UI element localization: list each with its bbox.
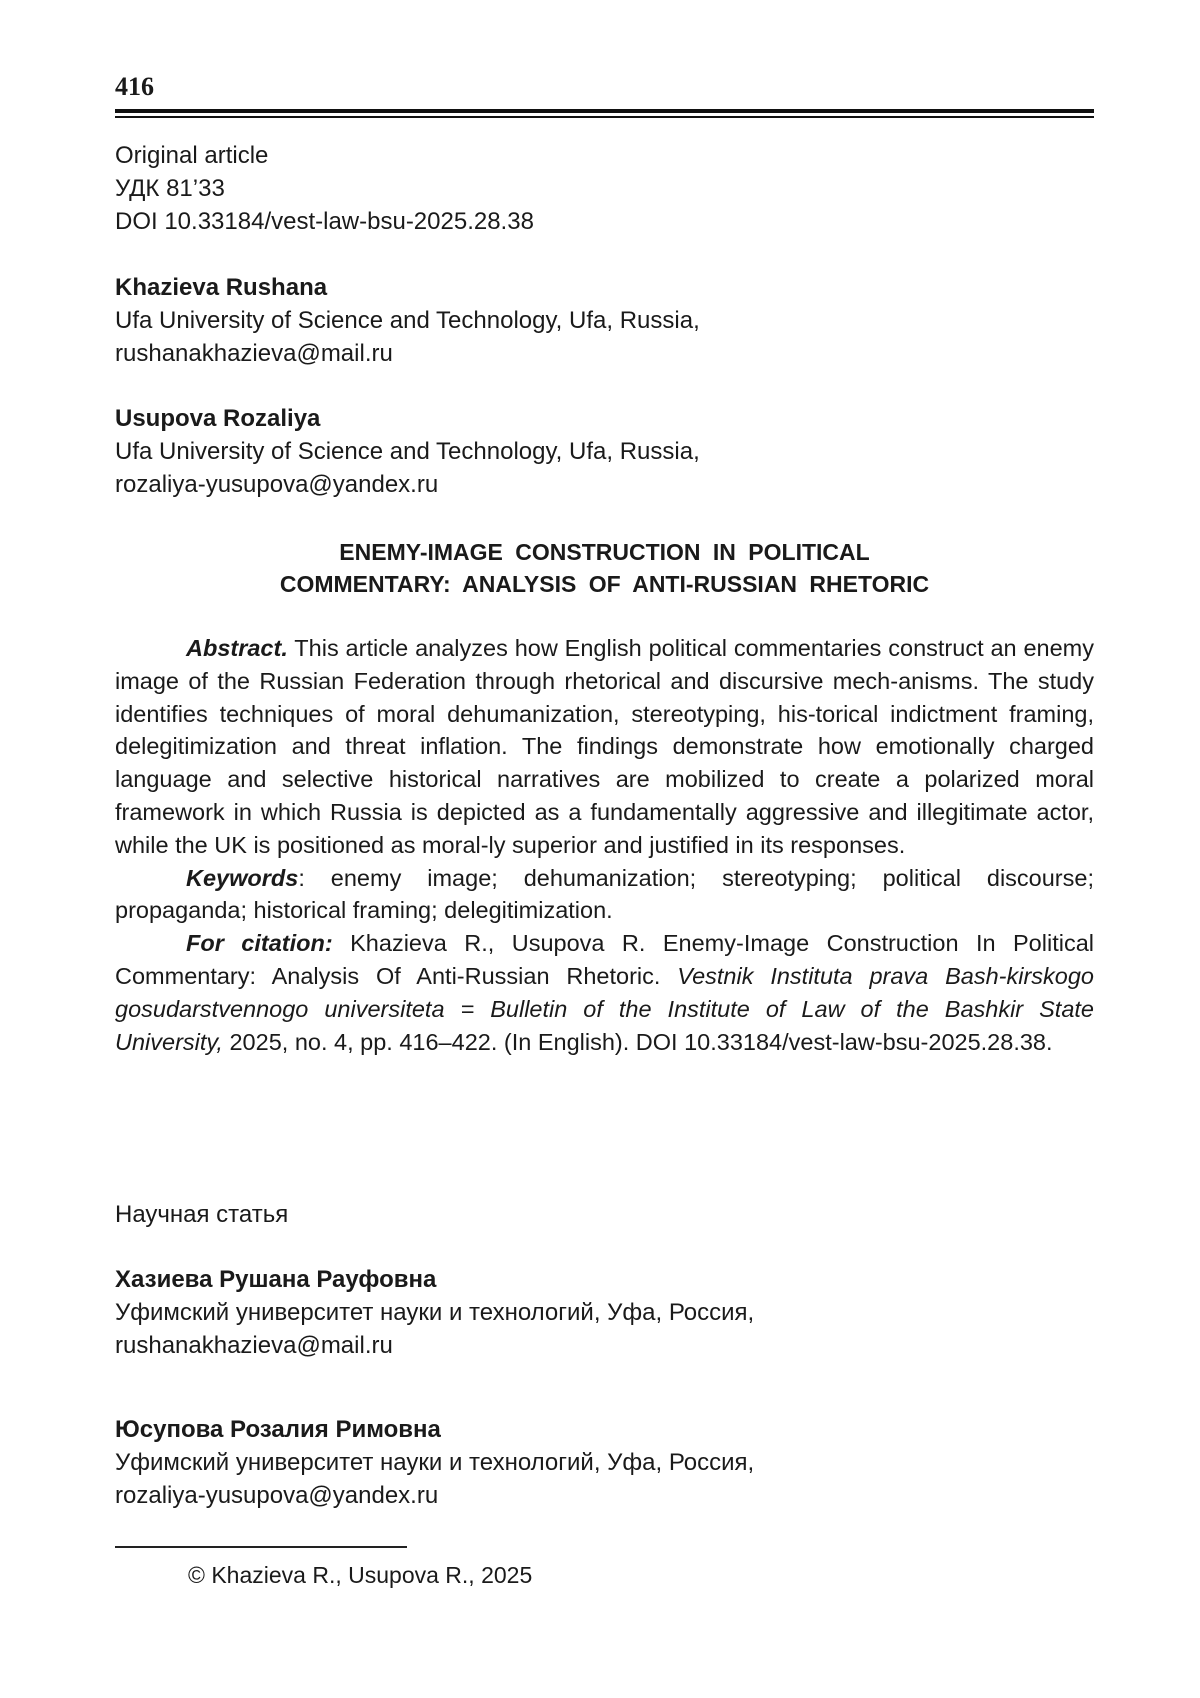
- author-name: Юсупова Розалия Римовна: [115, 1416, 441, 1443]
- citation-details: 2025, no. 4, pp. 416–422. (In English). DOI 10.33184/vest-law-bsu-2025.28.38.: [222, 1028, 1053, 1055]
- author-affiliation: Ufa University of Science and Technology, Ufa, Russia,: [115, 438, 700, 465]
- author-block-ru-1: [115, 1263, 1094, 1362]
- citation-label: For citation:: [186, 930, 333, 957]
- author-affiliation: Ufa University of Science and Technology, Ufa, Russia,: [115, 307, 700, 334]
- citation-journal: Vestnik Instituta prava Bash-kirskogo gosudarstvennogo universiteta = Bulletin of the Institute of Law of the Bashkir State University,: [115, 962, 1095, 1055]
- doi: DOI 10.33184/vest-law-bsu-2025.28.38: [115, 208, 534, 235]
- footnote-rule: [115, 1546, 407, 1548]
- keywords-paragraph: [115, 862, 1094, 928]
- author-name: Usupova Rozaliya: [115, 405, 321, 432]
- title-line-2: COMMENTARY: ANALYSIS OF ANTI-RUSSIAN RHETORIC: [279, 571, 930, 597]
- author-affiliation: Уфимский университет науки и технологий, Уфа, Россия,: [115, 1299, 755, 1326]
- header-rule-thin: [115, 116, 1094, 118]
- header-rule-thick: [115, 109, 1094, 113]
- article-meta: [115, 139, 1094, 238]
- article-type: Original article: [115, 142, 269, 169]
- author-block-en-1: [115, 271, 1094, 370]
- copyright-footnote: © Khazieva R., Usupova R., 2025: [188, 1562, 533, 1588]
- citation-text: Khazieva R., Usupova R. Enemy-Image Construction In Political Commentary: Analysis Of Anti-Russian Rhetoric.: [115, 930, 1094, 989]
- title-line-1: ENEMY-IMAGE CONSTRUCTION IN POLITICAL: [339, 539, 870, 565]
- udc-code: УДК 81’33: [115, 175, 225, 202]
- author-email: rushanakhazieva@mail.ru: [115, 1332, 393, 1359]
- article-title: [115, 536, 1094, 600]
- article-type-ru-block: [115, 1198, 1094, 1231]
- author-affiliation: Уфимский университет науки и технологий, Уфа, Россия,: [115, 1449, 755, 1476]
- author-name: Хазиева Рушана Рауфовна: [115, 1266, 437, 1293]
- author-email: rushanakhazieva@mail.ru: [115, 340, 393, 367]
- author-email: rozaliya-yusupova@yandex.ru: [115, 471, 439, 498]
- abstract-text: This article analyzes how English political commentaries construct an enemy image of the Russian Federation through rhetorical and discursive mech-anisms. The study identifies techniques of moral dehumanization, stereotyping, his-torical indictment framing, delegitimization and threat inflation. The findings demonstrate how emotionally charged language and selective historical narratives are mobilized to create a polarized moral framework in which Russia is depicted as a fundamentally aggressive and illegitimate actor, while the UK is positioned as moral-ly superior and justified in its responses.: [115, 635, 1094, 858]
- keywords-label: Keywords: [186, 864, 299, 891]
- abstract-label: Abstract.: [186, 635, 288, 661]
- author-name: Khazieva Rushana: [115, 274, 328, 301]
- abstract-section: [115, 632, 1094, 1058]
- citation-paragraph: [115, 927, 1094, 1058]
- abstract-paragraph: [115, 632, 1094, 862]
- author-email: rozaliya-yusupova@yandex.ru: [115, 1482, 439, 1509]
- keywords-text: : enemy image; dehumanization; stereotyping; political discourse; propaganda; historical framing; delegitimization.: [115, 864, 1094, 924]
- author-block-en-2: [115, 402, 1094, 501]
- page-number: 416: [115, 72, 154, 101]
- article-type-ru: Научная статья: [115, 1201, 289, 1228]
- author-block-ru-2: [115, 1413, 1094, 1512]
